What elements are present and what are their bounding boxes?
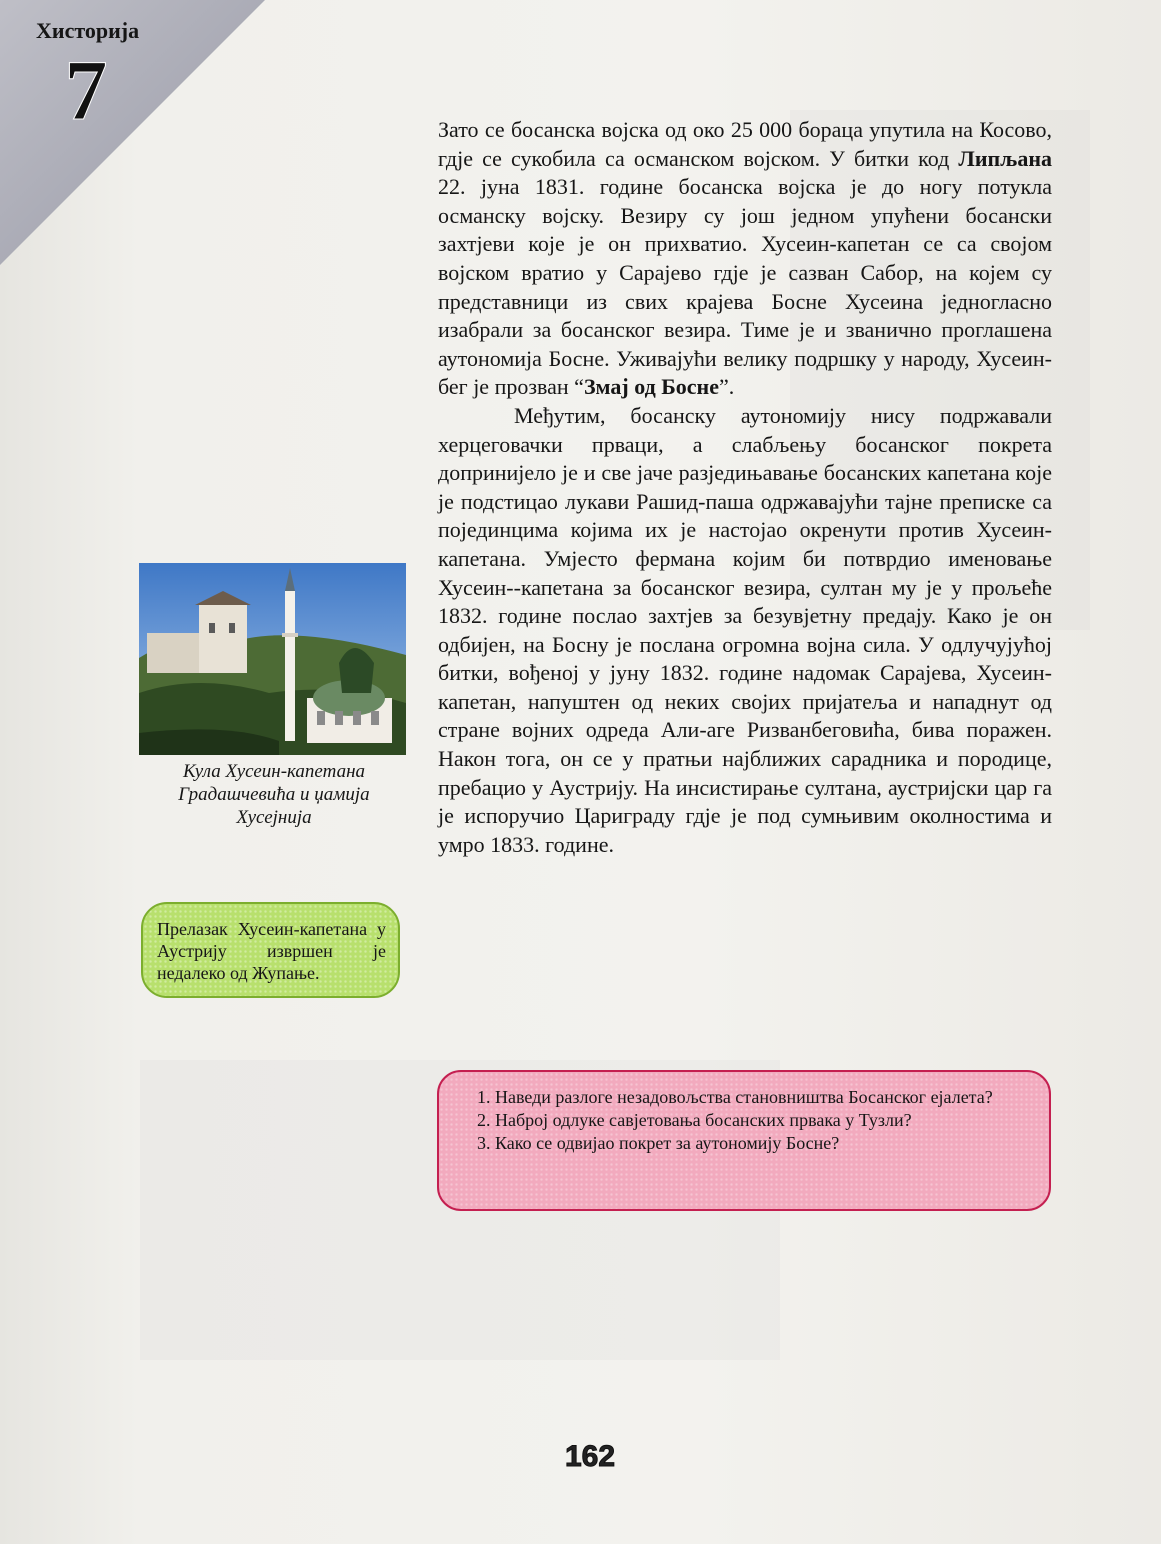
text-run: Зато се босанска војска од око 25 000 бораца упутила на Косово, гдје се сукобила са османском војском. У битки код	[438, 117, 1052, 171]
paragraph: Међутим, босанску аутономију нису подржавали херцеговачки прваци, а слабљењу босанског покрета допринијело је и све јаче разједињавање босанских капетана које је подстицао лукави Рашид-паша одржавајући тајне преписке са појединцима којима их је настојао окренути против Хусеин-капетана. Умјесто фермана којим би потврдио именовање Хусеин--капетана за босанског везира, султан му је у прољеће 1832. године послао захтјев за безувјетну предају. Како је он одбијен, на Босну је послана огромна војна сила. У одлучујућој битки, вођеној у јуну 1832. године надомак Сарајева, Хусеин-капетан, напуштен од неких својих пријатеља и нападнут од стране војних одреда Али-аге Ризванбеговића, бива поражен. Након тога, он се у пратњи најближих сарадника и породице, пребацио у Аустрију. На инсистирање султана, аустријски цар га је испоручио Цариграду гдје је под сумњивим околностима и умро 1833. године.	[438, 402, 1052, 857]
paragraph	[438, 116, 1052, 402]
question-item: 2. Наброј одлуке савјетовања босанских првака у Тузли?	[477, 1110, 912, 1130]
note-box	[141, 902, 400, 998]
mosque-tower-photo	[139, 563, 406, 755]
question-item: 3. Како се одвијао покрет за аутономију Босне?	[477, 1133, 840, 1153]
note-text: Прелазак Хусеин-капетана у Аустрију извршен је недалеко од Жупање.	[157, 919, 386, 983]
question-item: 1. Наведи разлоге незадовољства становништва Босанског ејалета?	[477, 1087, 993, 1107]
page-number: 162	[564, 1440, 616, 1473]
photo-caption: Кула Хусеин-капетана Градашчевића и џамија Хусејнија	[178, 761, 370, 828]
subject-label: Хисторија	[36, 18, 140, 43]
chapter-number: 7	[64, 42, 108, 138]
main-text	[438, 116, 1052, 859]
nickname-bold: Змај од Босне	[583, 374, 719, 400]
place-name-bold: Липљана	[958, 145, 1052, 171]
text-run: ”.	[718, 374, 735, 400]
questions-box	[437, 1070, 1051, 1211]
text-run: 22. јуна 1831. године босанска војска је до ногу потукла османску војску. Везиру су још једном упућени босански захтјеви које је он прихватио. Хусеин-капетан се са својом војском вратио у Сарајево гдје је сазван Сабор, на којем су представници из свих крајева Босне Хусеина једногласно изабрали за босанског везира. Тиме је и званично проглашена аутономија Босне. Уживајући велику подршку у народу, Хусеин-бег је прозван “	[438, 174, 1052, 400]
